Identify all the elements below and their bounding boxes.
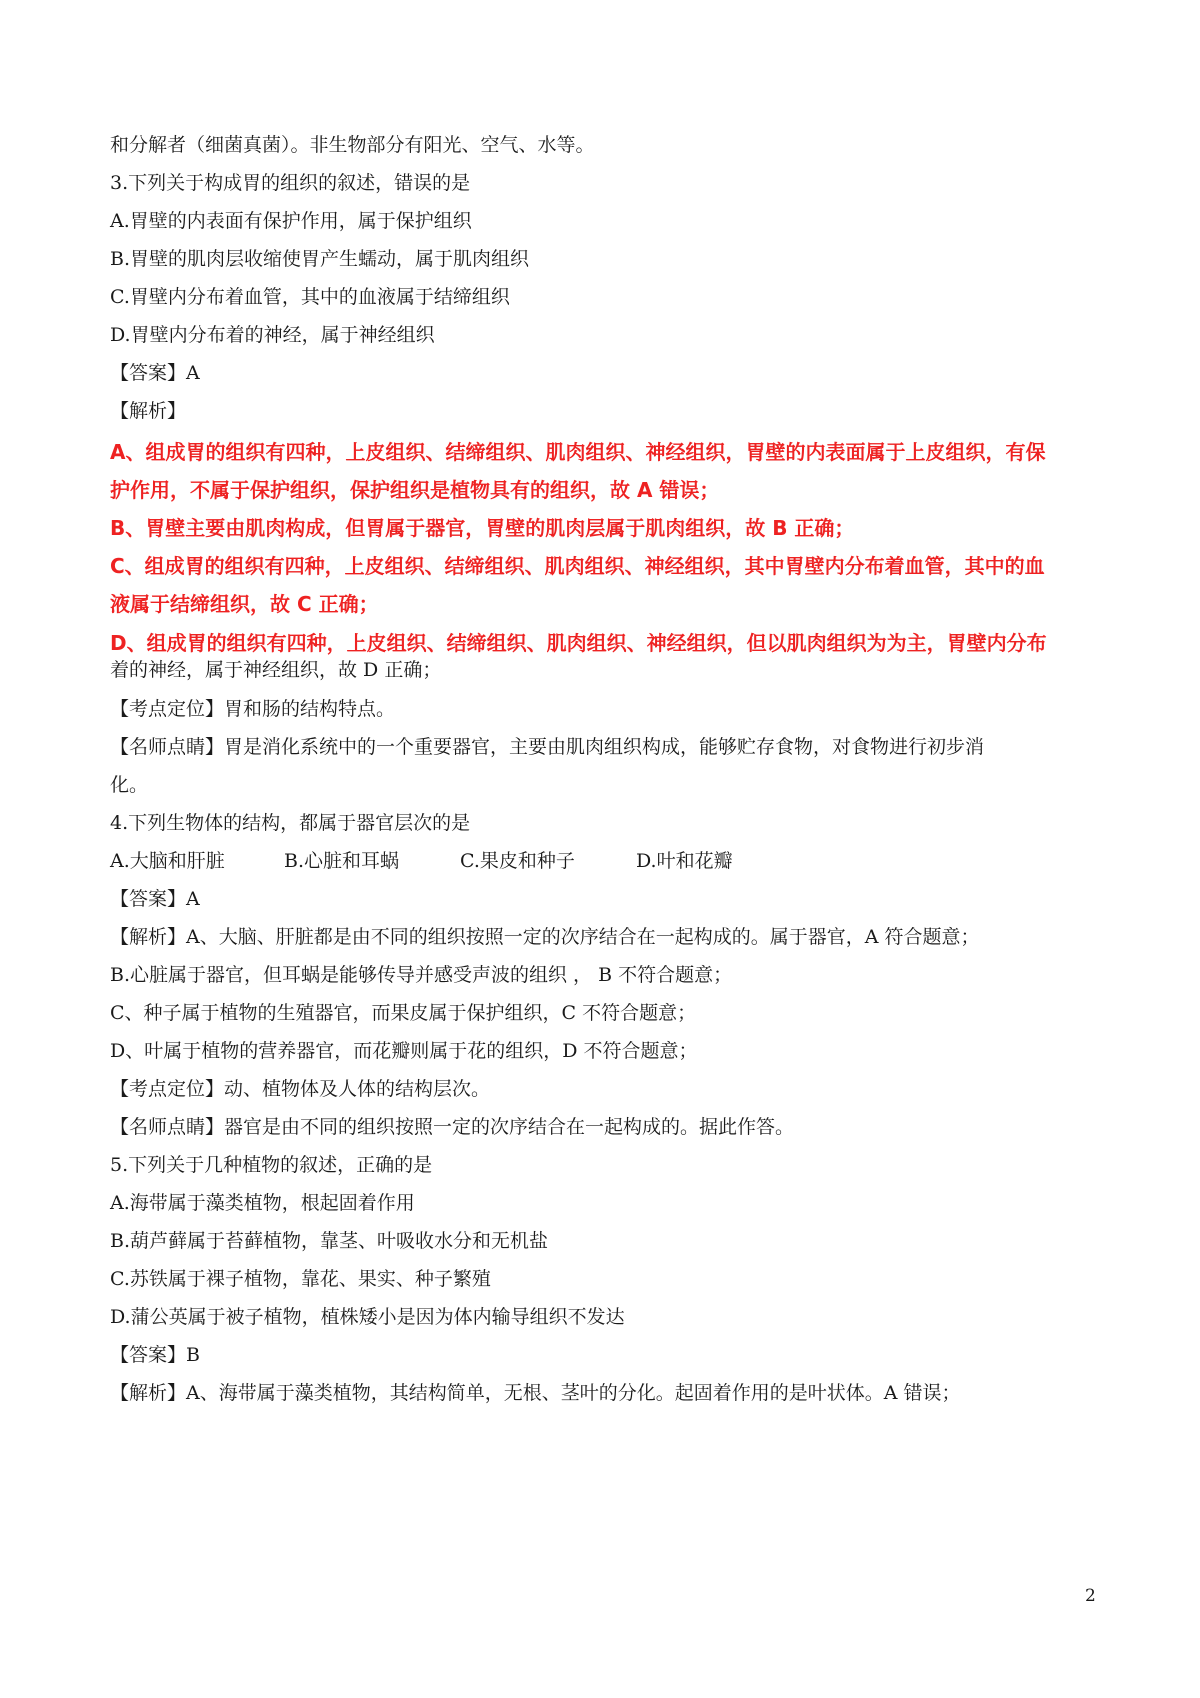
- question-5-analysis-a: 【解析】A、海带属于藻类植物，其结构简单，无根、茎叶的分化。起固着作用的是叶状体。A 错误；: [110, 1382, 961, 1404]
- question-5-option-d: D.蒲公英属于被子植物，植株矮小是因为体内输导组织不发达: [110, 1306, 625, 1328]
- question-3-analysis-a-line-1: A、组成胃的组织有四种，上皮组织、结缔组织、肌肉组织、神经组织，胃壁的内表面属于上皮组织，有保: [110, 440, 1046, 464]
- question-4-options: [110, 849, 733, 873]
- question-3-analysis-c-line-2: 液属于结缔组织，故 C 正确；: [110, 592, 379, 616]
- question-4-option-a: A.大脑和肝脏: [110, 850, 225, 872]
- question-3-analysis-a-line-2: 护作用，不属于保护组织，保护组织是植物具有的组织，故 A 错误；: [110, 478, 720, 502]
- question-3-option-c: C.胃壁内分布着血管，其中的血液属于结缔组织: [110, 286, 510, 308]
- question-3-key-point: 【考点定位】胃和肠的结构特点。: [110, 698, 396, 720]
- question-3-stem: 3.下列关于构成胃的组织的叙述，错误的是: [110, 172, 471, 194]
- question-3-analysis-d-line-2: 着的神经，属于神经组织，故 D 正确；: [110, 659, 442, 681]
- question-5-answer: 【答案】B: [110, 1344, 200, 1366]
- question-3-answer: 【答案】A: [110, 362, 200, 384]
- question-3-teacher-note-line-1: 【名师点睛】胃是消化系统中的一个重要器官，主要由肌肉组织构成，能够贮存食物，对食物进行初步消: [110, 736, 985, 758]
- question-4-teacher-note: 【名师点睛】器官是由不同的组织按照一定的次序结合在一起构成的。据此作答。: [110, 1116, 795, 1138]
- question-5-option-b: B.葫芦藓属于苔藓植物，靠茎、叶吸收水分和无机盐: [110, 1230, 549, 1252]
- question-5-option-a: A.海带属于藻类植物，根起固着作用: [110, 1192, 415, 1214]
- question-3-option-d: D.胃壁内分布着的神经，属于神经组织: [110, 324, 435, 346]
- text-line-ecosystem-continued: 和分解者（细菌真菌）。非生物部分有阳光、空气、水等。: [110, 134, 595, 156]
- page-number: 2: [1085, 1586, 1096, 1606]
- question-3-option-a: A.胃壁的内表面有保护作用，属于保护组织: [110, 210, 472, 232]
- question-5-option-c: C.苏铁属于裸子植物，靠花、果实、种子繁殖: [110, 1268, 491, 1290]
- question-3-teacher-note-line-2: 化。: [110, 774, 149, 796]
- question-3-analysis-d-line-1: D、组成胃的组织有四种，上皮组织、结缔组织、肌肉组织、神经组织，但以肌肉组织为为主，胃壁内分布: [110, 631, 1047, 655]
- question-4-analysis-b: B.心脏属于器官，但耳蜗是能够传导并感受声波的组织 ， B 不符合题意；: [110, 964, 733, 986]
- question-4-option-c: C.果皮和种子: [460, 850, 575, 872]
- question-4-key-point: 【考点定位】动、植物体及人体的结构层次。: [110, 1078, 491, 1100]
- question-5-stem: 5.下列关于几种植物的叙述，正确的是: [110, 1154, 433, 1176]
- question-3-analysis-c-line-1: C、组成胃的组织有四种，上皮组织、结缔组织、肌肉组织、神经组织，其中胃壁内分布着血管，其中的血: [110, 554, 1045, 578]
- question-3-analysis-heading: 【解析】: [110, 400, 187, 422]
- question-4-analysis-d: D、叶属于植物的营养器官，而花瓣则属于花的组织，D 不符合题意；: [110, 1040, 698, 1062]
- question-4-option-d: D.叶和花瓣: [636, 850, 733, 872]
- question-3-option-b: B.胃壁的肌肉层收缩使胃产生蠕动，属于肌肉组织: [110, 248, 530, 270]
- question-4-option-b: B.心脏和耳蜗: [284, 850, 400, 872]
- question-4-stem: 4.下列生物体的结构，都属于器官层次的是: [110, 812, 471, 834]
- question-4-analysis-a: 【解析】A、大脑、肝脏都是由不同的组织按照一定的次序结合在一起构成的。属于器官，A 符合题意；: [110, 926, 980, 948]
- question-3-analysis-b: B、胃壁主要由肌肉构成，但胃属于器官，胃壁的肌肉层属于肌肉组织，故 B 正确；: [110, 516, 855, 540]
- question-4-analysis-c: C、种子属于植物的生殖器官，而果皮属于保护组织，C 不符合题意；: [110, 1002, 697, 1024]
- question-4-answer: 【答案】A: [110, 888, 200, 910]
